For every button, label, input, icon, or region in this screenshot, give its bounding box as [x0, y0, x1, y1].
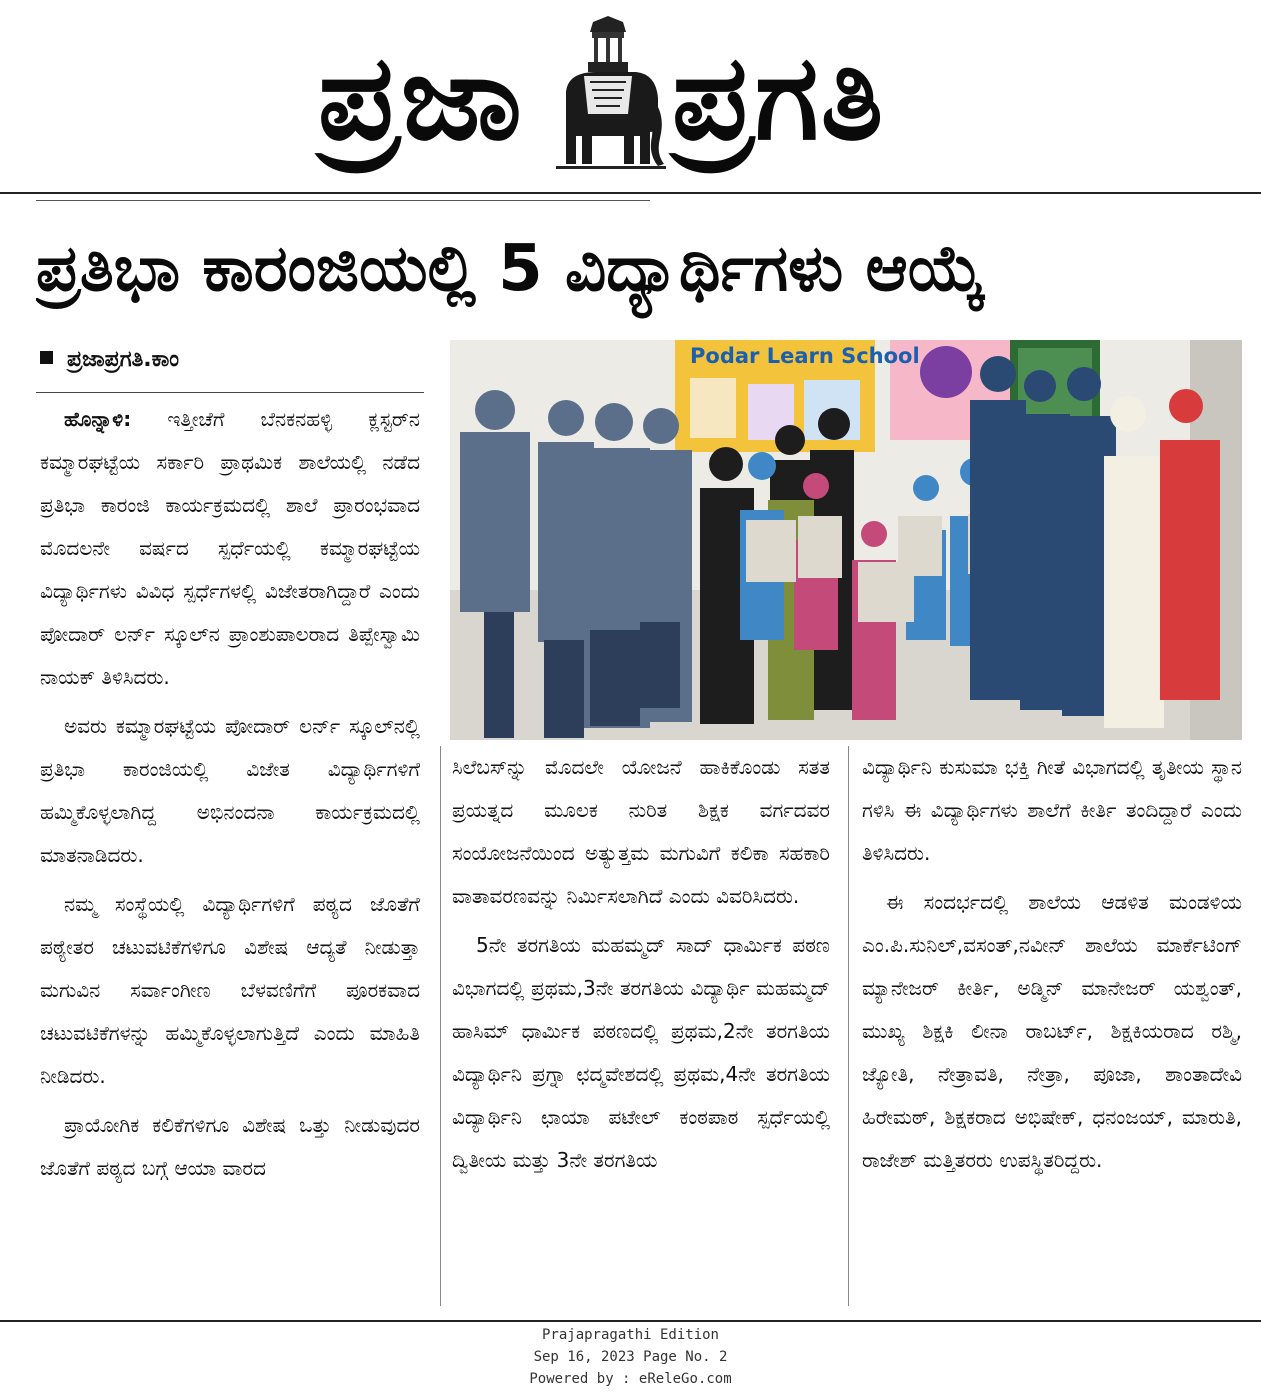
- article-headline: ಪ್ರತಿಭಾ ಕಾರಂಜಿಯಲ್ಲಿ 5 ವಿದ್ಯಾರ್ಥಿಗಳು ಆಯ್ಕೆ: [36, 232, 985, 306]
- column-divider: [440, 746, 441, 1306]
- photo-sign-text: Podar Learn School: [690, 344, 920, 368]
- footer-date-page: Sep 16, 2023 Page No. 2: [533, 1349, 728, 1365]
- article-photo: [450, 340, 1242, 740]
- paragraph: ಪ್ರಾಯೋಗಿಕ ಕಲಿಕೆಗಳಿಗೂ ವಿಶೇಷ ಒತ್ತು ನೀಡುವುದರ ಜೊತೆಗೆ ಪಠ್ಯದ ಬಗ್ಗೆ ಆಯಾ ವಾರದ: [40, 1113, 420, 1180]
- square-bullet-icon: [40, 351, 53, 364]
- paragraph: ಸಿಲೆಬಸ್‌ನ್ನು ಮೊದಲೇ ಯೋಜನೆ ಹಾಕಿಕೊಂಡು ಸತತ ಪ್ರಯತ್ನದ ಮೂಲಕ ನುರಿತ ಶಿಕ್ಷಕ ವರ್ಗದವರ ಸಂಯೋಜನೆಯಿಂದ ಅತ್ಯುತ್ತಮ ಮಗುವಿಗೆ ಕಲಿಕಾ ಸಹಕಾರಿ ವಾತಾವರಣವನ್ನು ನಿರ್ಮಿಸಲಾಗಿದೆ ಎಂದು ವಿವರಿಸಿದರು.: [452, 755, 830, 908]
- footer-rule: [0, 1320, 1261, 1322]
- footer: [0, 1324, 1261, 1396]
- footer-edition: Prajapragathi Edition: [541, 1327, 719, 1343]
- paragraph: ಅವರು ಕಮ್ಮಾರಘಟ್ಟೆಯ ಪೋದಾರ್ ಲರ್ನ್ ಸ್ಕೂಲ್‌ನಲ್ಲಿ ಪ್ರತಿಭಾ ಕಾರಂಜಿಯಲ್ಲಿ ವಿಜೇತ ವಿದ್ಯಾರ್ಥಿಗಳಿಗೆ ಹಮ್ಮಿಕೊಳ್ಳಲಾಗಿದ್ದ ಅಭಿನಂದನಾ ಕಾರ್ಯಕ್ರಮದಲ್ಲಿ ಮಾತನಾಡಿದರು.: [40, 714, 420, 867]
- headline-top-rule: [36, 200, 650, 201]
- footer-powered-by[interactable]: Powered by : eReleGo.com: [529, 1371, 732, 1387]
- masthead: [0, 0, 1261, 192]
- byline-text: ಪ್ರಜಾಪ್ರಗತಿ.ಕಾಂ: [67, 347, 180, 372]
- byline-rule: [36, 392, 424, 393]
- paragraph: ನಮ್ಮ ಸಂಸ್ಥೆಯಲ್ಲಿ ವಿದ್ಯಾರ್ಥಿಗಳಿಗೆ ಪಠ್ಯದ ಜೊತೆಗೆ ಪಠ್ಯೇತರ ಚಟುವಟಿಕೆಗಳಿಗೂ ವಿಶೇಷ ಆದ್ಯತೆ ನೀಡುತ್ತಾ ಮಗುವಿನ ಸರ್ವಾಂಗೀಣ ಬೆಳವಣಿಗೆಗೆ ಪೂರಕವಾದ ಚಟುವಟಿಕೆಗಳನ್ನು ಹಮ್ಮಿಕೊಳ್ಳಲಾಗುತ್ತಿದೆ ಎಂದು ಮಾಹಿತಿ ನೀಡಿದರು.: [40, 892, 420, 1088]
- byline: [40, 340, 420, 380]
- article-column-3: [862, 746, 1242, 1298]
- group-photo-illustration: [450, 340, 1242, 740]
- column-divider: [848, 746, 849, 1306]
- dateline: ಹೊನ್ನಾಳಿ:: [64, 407, 132, 431]
- paragraph: ವಿದ್ಯಾರ್ಥಿನಿ ಕುಸುಮಾ ಭಕ್ತಿ ಗೀತೆ ವಿಭಾಗದಲ್ಲಿ ತೃತೀಯ ಸ್ಥಾನ ಗಳಿಸಿ ಈ ವಿದ್ಯಾರ್ಥಿಗಳು ಶಾಲೆಗೆ ಕೀರ್ತಿ ತಂದಿದ್ದಾರೆ ಎಂದು ತಿಳಿಸಿದರು.: [862, 755, 1242, 865]
- paragraph: ಈ ಸಂದರ್ಭದಲ್ಲಿ ಶಾಲೆಯ ಆಡಳಿತ ಮಂಡಳಿಯ ಎಂ.ಪಿ.ಸುನಿಲ್,ವಸಂತ್,ನವೀನ್ ಶಾಲೆಯ ಮಾರ್ಕೆಟಿಂಗ್ ಮ್ಯಾನೇಜರ್ ಕೀರ್ತಿ, ಅಡ್ಮಿನ್ ಮಾನೇಜರ್ ಯಶ್ವಂತ್, ಮುಖ್ಯ ಶಿಕ್ಷಕಿ ಲೀನಾ ರಾಬರ್ಟ್, ಶಿಕ್ಷಕಿಯರಾದ ರಶ್ಮಿ, ಜ್ಯೋತಿ, ನೇತ್ರಾವತಿ, ನೇತ್ರಾ, ಪೂಜಾ, ಶಾಂತಾದೇವಿ ಹಿರೇಮಠ್, ಶಿಕ್ಷಕರಾದ ಅಭಿಷೇಕ್, ಧನಂಜಯ್, ಮಾರುತಿ, ರಾಜೇಶ್ ಮತ್ತಿತರರು ಉಪಸ್ಥಿತರಿದ್ದರು.: [862, 890, 1242, 1172]
- article-column-1: [40, 398, 420, 1298]
- paragraph: 5ನೇ ತರಗತಿಯ ಮಹಮ್ಮದ್ ಸಾದ್ ಧಾರ್ಮಿಕ ಪಠಣ ವಿಭಾಗದಲ್ಲಿ ಪ್ರಥಮ,3ನೇ ತರಗತಿಯ ವಿದ್ಯಾರ್ಥಿ ಮಹಮ್ಮದ್ ಹಾಸಿಮ್ ಧಾರ್ಮಿಕ ಪಠಣದಲ್ಲಿ ಪ್ರಥಮ,2ನೇ ತರಗತಿಯ ವಿದ್ಯಾರ್ಥಿನಿ ಪ್ರಗ್ನಾ ಛದ್ಮವೇಶದಲ್ಲಿ ಪ್ರಥಮ,4ನೇ ತರಗತಿಯ ವಿದ್ಯಾರ್ಥಿನಿ ಛಾಯಾ ಪಟೇಲ್ ಕಂಠಪಾಠ ಸ್ಪರ್ಧೆಯಲ್ಲಿ ದ್ವಿತೀಯ ಮತ್ತು 3ನೇ ತರಗತಿಯ: [452, 933, 830, 1172]
- masthead-left-word: ಪ್ರಜಾ: [318, 28, 524, 166]
- masthead-rule: [0, 192, 1261, 194]
- masthead-right-word: ಪ್ರಗತಿ: [672, 28, 886, 166]
- elephant-ambari-emblem-icon: [548, 14, 668, 174]
- article-column-2: [452, 746, 830, 1298]
- paragraph: ಇತ್ತೀಚೆಗೆ ಬೆನಕನಹಳ್ಳಿ ಕ್ಲಸ್ಟರ್‌ನ ಕಮ್ಮಾರಘಟ್ಟೆಯ ಸರ್ಕಾರಿ ಪ್ರಾಥಮಿಕ ಶಾಲೆಯಲ್ಲಿ ನಡೆದ ಪ್ರತಿಭಾ ಕಾರಂಜಿ ಕಾರ್ಯಕ್ರಮದಲ್ಲಿ ಶಾಲೆ ಪ್ರಾರಂಭವಾದ ಮೊದಲನೇ ವರ್ಷದ ಸ್ಪರ್ಧೆಯಲ್ಲಿ ಕಮ್ಮಾರಘಟ್ಟೆಯ ವಿದ್ಯಾರ್ಥಿಗಳು ವಿವಿಧ ಸ್ಪರ್ಧೆಗಳಲ್ಲಿ ವಿಜೇತರಾಗಿದ್ದಾರೆ ಎಂದು ಪೋದಾರ್ ಲರ್ನ್ ಸ್ಕೂಲ್‌ನ ಪ್ರಾಂಶುಪಾಲರಾದ ತಿಪ್ಪೇಸ್ವಾಮಿ ನಾಯಕ್ ತಿಳಿಸಿದರು.: [40, 407, 420, 689]
